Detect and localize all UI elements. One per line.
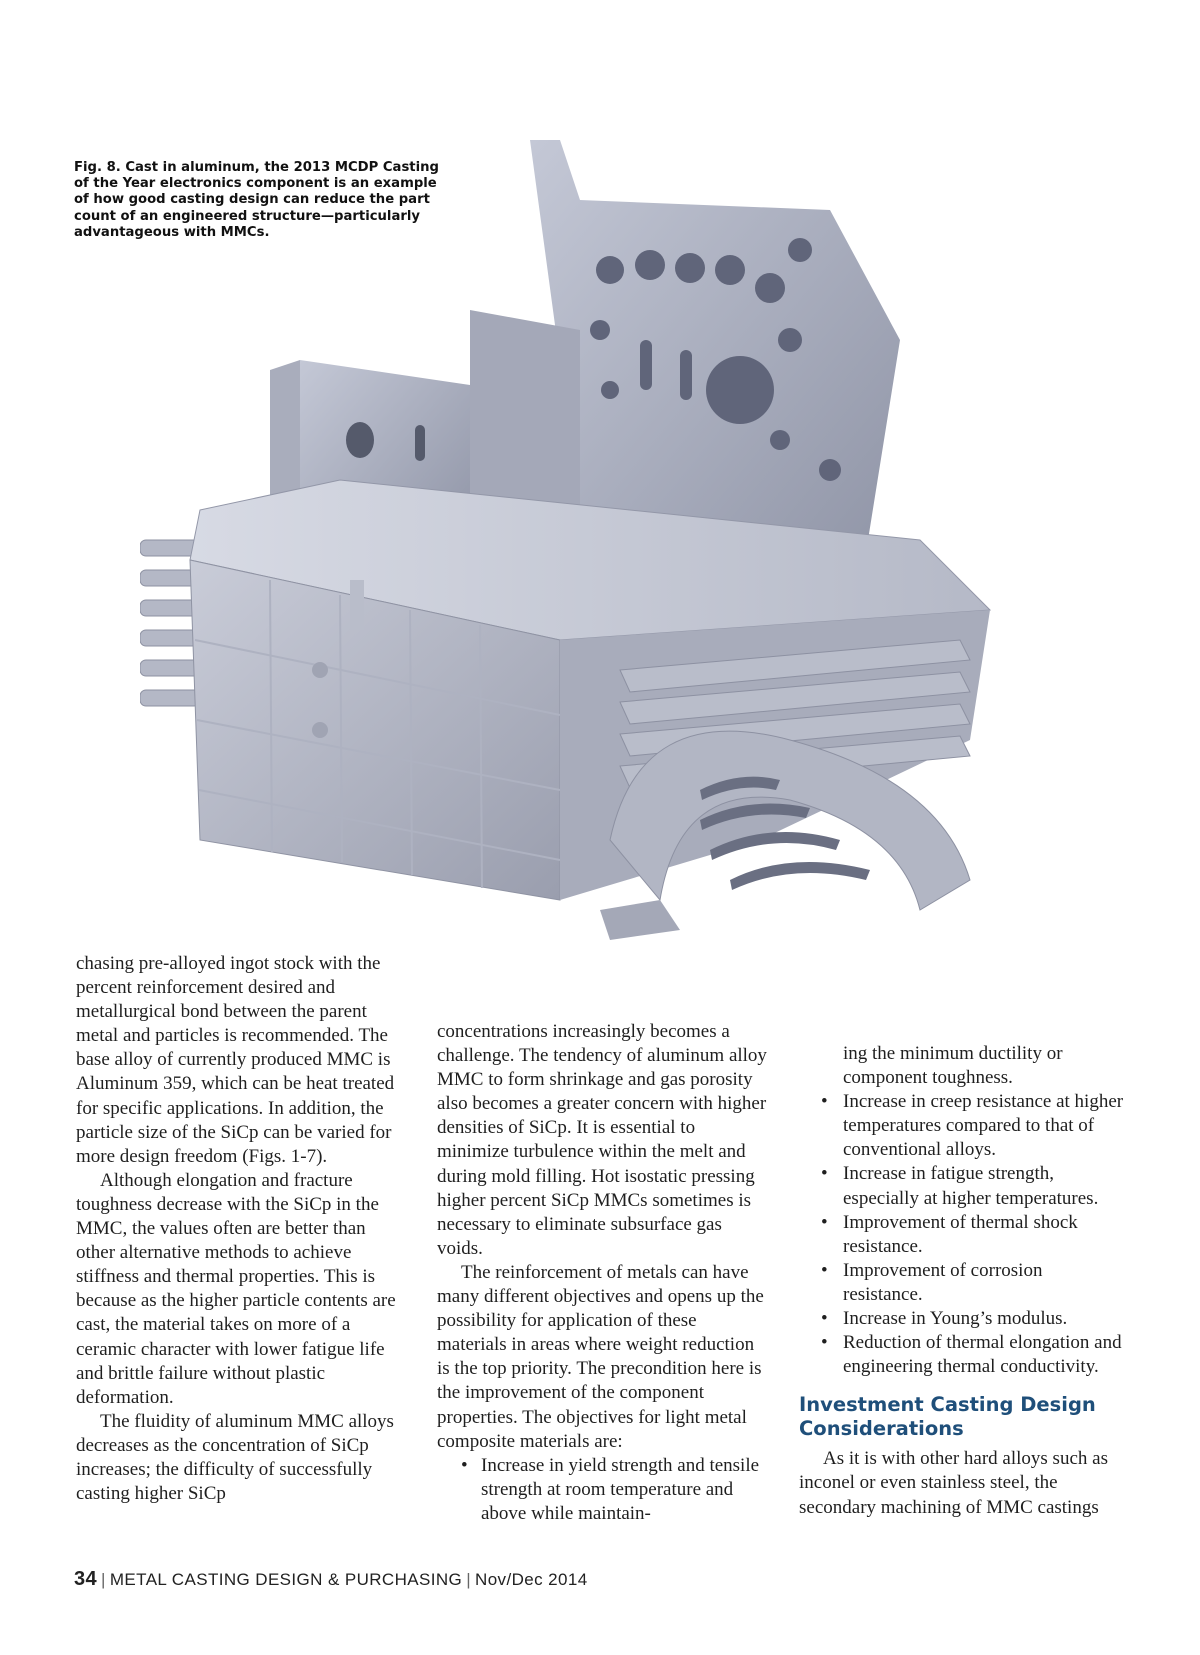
- text-column-2: [437, 1020, 767, 1526]
- paragraph: chasing pre-alloyed ingot stock with the percent reinforcement desired and metallurgical bond between the parent metal and particles is recommended. The base alloy of currently produced MMC is Aluminum 359, which can be heat treated for specific applications. In addition, the particle size of the SiCp can be varied for more design freedom (Figs. 1-7).: [76, 953, 395, 1167]
- list-item: • Increase in Young’s modulus.: [799, 1307, 1124, 1331]
- list-item-continuation: ing the minimum ductility or component toughness.: [843, 1043, 1063, 1089]
- list-item: • Reduction of thermal elongation and engineering thermal conductivity.: [799, 1331, 1124, 1379]
- publication-name: METAL CASTING DESIGN & PURCHASING: [109, 1570, 463, 1589]
- paragraph: concentrations increasingly becomes a challenge. The tendency of aluminum alloy MMC to form shrinkage and gas porosity also becomes a greater concern with higher densities of SiCp. It is essential to minimize turbulence within the melt and during mold filling. Hot isostatic pressing higher percent SiCp MMCs sometimes is necessary to eliminate subsurface gas voids.: [437, 1021, 767, 1259]
- list-item: • Increase in fatigue strength, especially at higher temperatures.: [799, 1162, 1124, 1210]
- list-item: • Improvement of thermal shock resistance.: [799, 1211, 1124, 1259]
- casting-photo: [140, 140, 1100, 980]
- list-item: • Increase in yield strength and tensile strength at room temperature and above while maintain-: [437, 1454, 767, 1526]
- objectives-list: [437, 1454, 767, 1526]
- list-item: • Improvement of corrosion resistance.: [799, 1259, 1124, 1307]
- paragraph: The fluidity of aluminum MMC alloys decreases as the concentration of SiCp increases; the difficulty of successfully casting higher SiCp: [76, 1410, 394, 1505]
- issue-date: Nov/Dec 2014: [475, 1570, 588, 1589]
- footer-divider: |: [101, 1570, 106, 1589]
- list-item: • Increase in creep resistance at higher temperatures compared to that of conventional alloys.: [799, 1090, 1124, 1162]
- footer-divider: |: [466, 1570, 472, 1589]
- paragraph: The reinforcement of metals can have many different objectives and opens up the possibility for application of these materials in areas where weight reduction is the top priority. The precondition here is the improvement of the component properties. The objectives for light metal composite materials are:: [437, 1261, 764, 1452]
- section-heading: Investment Casting Design Considerations: [799, 1393, 1096, 1441]
- paragraph: As it is with other hard alloys such as inconel or even stainless steel, the secondary machining of MMC castings: [799, 1448, 1108, 1518]
- page-number: 34: [74, 1568, 98, 1590]
- text-column-1: [76, 952, 406, 1506]
- text-column-3: [799, 1042, 1124, 1520]
- page-footer: [74, 1568, 588, 1591]
- paragraph: Although elongation and fracture toughness decrease with the SiCp in the MMC, the values often are better than other alternative methods to achieve stiffness and thermal properties. This is because as the higher particle contents are cast, the material takes on more of a ceramic character with lower fatigue life and brittle failure without plastic deformation.: [76, 1169, 396, 1408]
- objectives-list-continued: [799, 1090, 1124, 1379]
- figure-caption: Fig. 8. Cast in aluminum, the 2013 MCDP Casting of the Year electronics component is an example of how good casting design can reduce the part count of an engineered structure—particularly advantageous with MMCs.: [74, 160, 439, 240]
